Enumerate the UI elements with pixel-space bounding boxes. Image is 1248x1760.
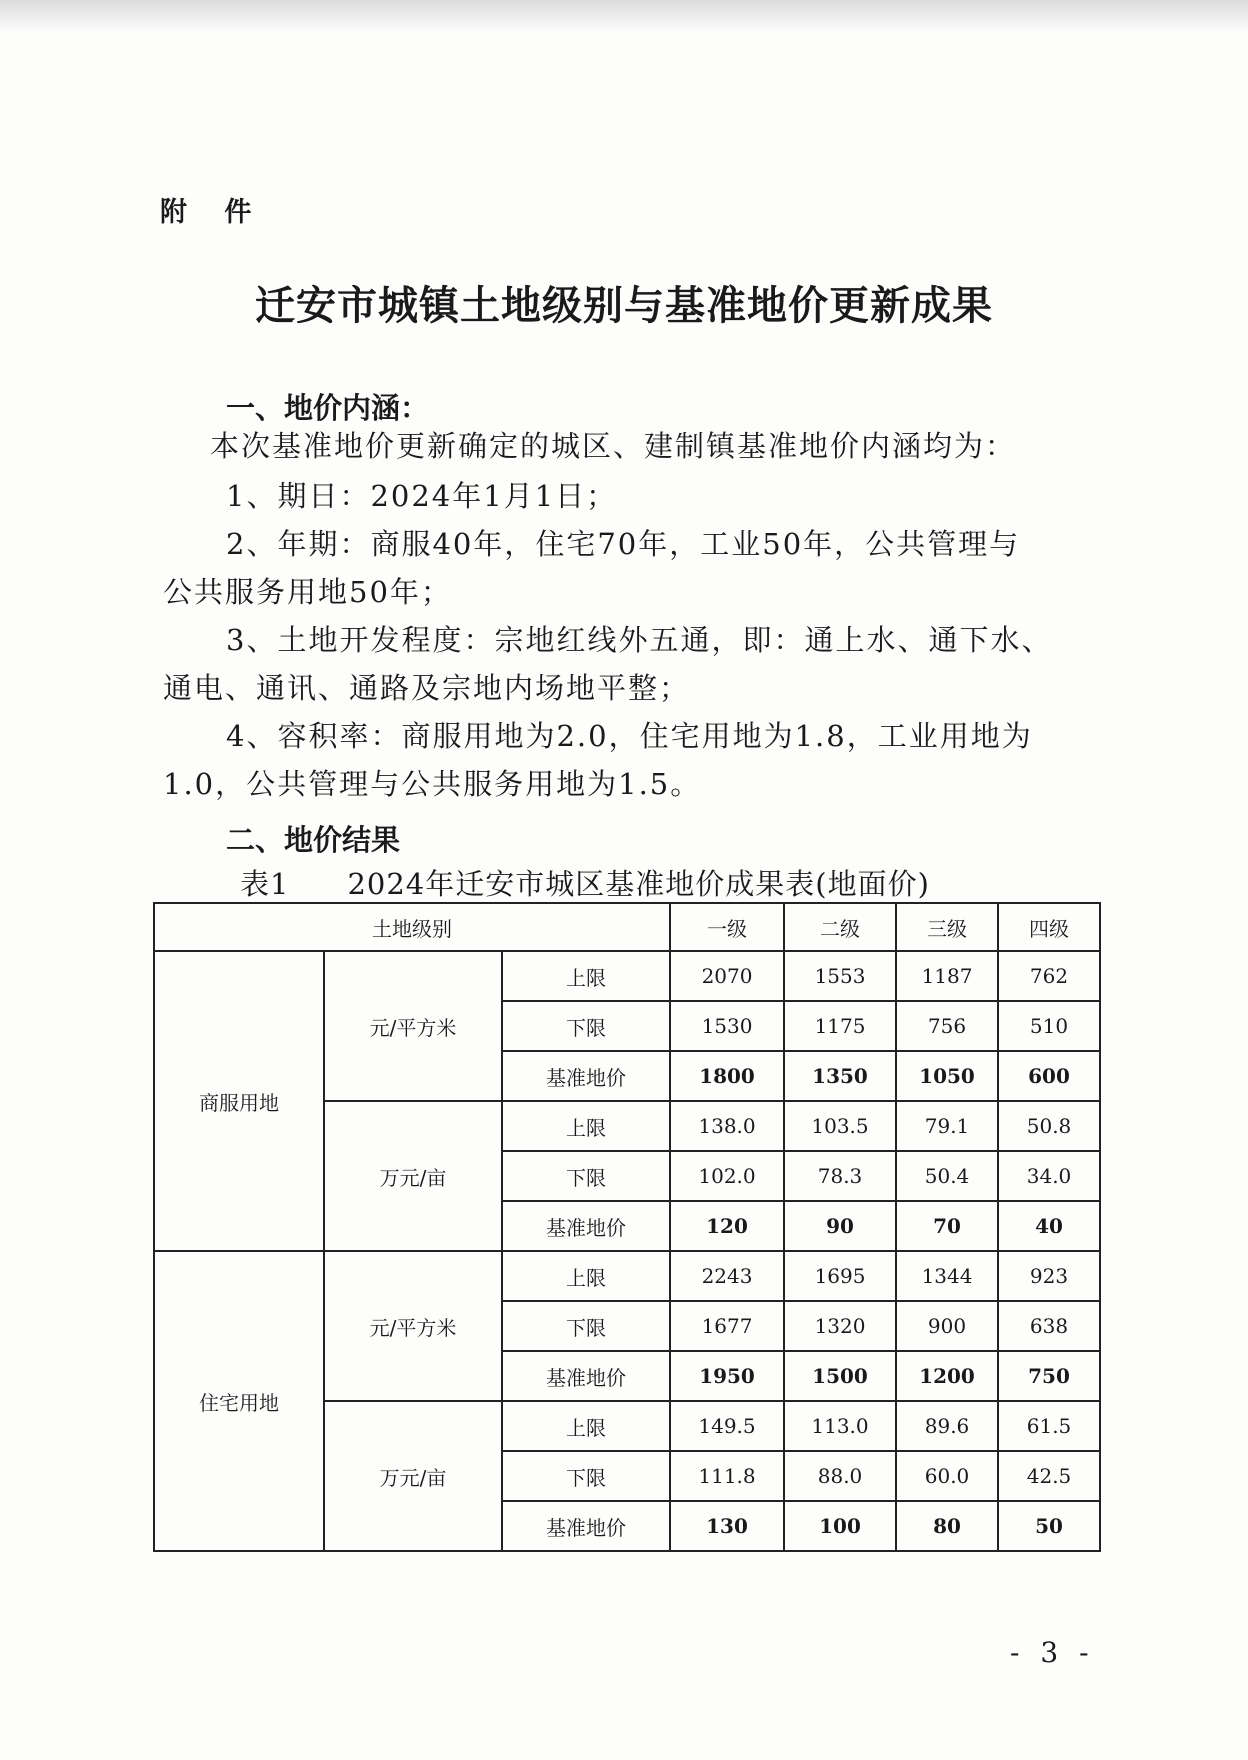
unit-label: 元/平方米: [324, 1251, 502, 1401]
table-row: [154, 951, 1100, 1001]
table-cell: 79.1: [896, 1101, 998, 1151]
unit-label: 元/平方米: [324, 951, 502, 1101]
table-cell: 120: [670, 1201, 784, 1251]
intro-paragraph: 本次基准地价更新确定的城区、建制镇基准地价内涵均为：: [210, 429, 1017, 463]
table-cell: 60.0: [896, 1451, 998, 1501]
section-heading-1: 一、地价内涵：: [226, 391, 430, 425]
table-cell: 900: [896, 1301, 998, 1351]
header-grade-3: 三级: [896, 903, 998, 951]
land-price-table: [153, 902, 1101, 1552]
table-cell: 1320: [784, 1301, 896, 1351]
table-row: [154, 1251, 1100, 1301]
table-number: 表1: [240, 867, 290, 901]
table-cell: 638: [998, 1301, 1100, 1351]
table-cell: 1350: [784, 1051, 896, 1101]
attachment-label: 附 件: [160, 197, 266, 228]
table-title: 2024年迁安市城区基准地价成果表(地面价): [347, 867, 930, 901]
row-label: 基准地价: [502, 1051, 670, 1101]
table-cell: 149.5: [670, 1401, 784, 1451]
table-cell: 70: [896, 1201, 998, 1251]
table-cell: 1677: [670, 1301, 784, 1351]
row-label: 上限: [502, 951, 670, 1001]
table-cell: 756: [896, 1001, 998, 1051]
table-cell: 50.4: [896, 1151, 998, 1201]
table-cell: 1500: [784, 1351, 896, 1401]
table-cell: 762: [998, 951, 1100, 1001]
table-cell: 111.8: [670, 1451, 784, 1501]
header-grade-4: 四级: [998, 903, 1100, 951]
table-cell: 40: [998, 1201, 1100, 1251]
unit-label: 万元/亩: [324, 1401, 502, 1551]
table-cell: 1050: [896, 1051, 998, 1101]
table-cell: 1187: [896, 951, 998, 1001]
table-cell: 50: [998, 1501, 1100, 1551]
header-grade-2: 二级: [784, 903, 896, 951]
item-1-date: 1、期日：2024年1月1日；: [226, 479, 618, 513]
table-cell: 750: [998, 1351, 1100, 1401]
table-cell: 1950: [670, 1351, 784, 1401]
row-label: 上限: [502, 1101, 670, 1151]
table-cell: 89.6: [896, 1401, 998, 1451]
document-title: 迁安市城镇土地级别与基准地价更新成果: [255, 283, 993, 329]
row-label: 上限: [502, 1401, 670, 1451]
row-label: 基准地价: [502, 1201, 670, 1251]
table-cell: 1175: [784, 1001, 896, 1051]
row-label: 基准地价: [502, 1501, 670, 1551]
item-2-term-line1: 2、年期：商服40年，住宅70年，工业50年，公共管理与: [226, 527, 1021, 561]
table-cell: 2243: [670, 1251, 784, 1301]
item-3-development-line2: 通电、通讯、通路及宗地内场地平整；: [163, 671, 691, 705]
table-cell: 130: [670, 1501, 784, 1551]
table-cell: 88.0: [784, 1451, 896, 1501]
section-heading-2: 二、地价结果: [226, 823, 401, 857]
land-use-label: 住宅用地: [154, 1251, 324, 1551]
table-cell: 138.0: [670, 1101, 784, 1151]
table-cell: 78.3: [784, 1151, 896, 1201]
table-cell: 102.0: [670, 1151, 784, 1201]
unit-label: 万元/亩: [324, 1101, 502, 1251]
item-3-development-line1: 3、土地开发程度：宗地红线外五通，即：通上水、通下水、: [226, 623, 1053, 657]
row-label: 下限: [502, 1151, 670, 1201]
item-2-term-line2: 公共服务用地50年；: [163, 575, 452, 609]
table-cell: 1800: [670, 1051, 784, 1101]
table-cell: 34.0: [998, 1151, 1100, 1201]
table-cell: 61.5: [998, 1401, 1100, 1451]
table-cell: 1344: [896, 1251, 998, 1301]
table-caption: [240, 862, 930, 903]
table-cell: 600: [998, 1051, 1100, 1101]
table-cell: 510: [998, 1001, 1100, 1051]
table-cell: 113.0: [784, 1401, 896, 1451]
table-cell: 50.8: [998, 1101, 1100, 1151]
land-use-label: 商服用地: [154, 951, 324, 1251]
table-cell: 2070: [670, 951, 784, 1001]
scan-edge-shading: [0, 0, 1248, 32]
row-label: 基准地价: [502, 1351, 670, 1401]
row-label: 上限: [502, 1251, 670, 1301]
item-4-plot-ratio-line1: 4、容积率：商服用地为2.0，住宅用地为1.8，工业用地为: [226, 719, 1033, 753]
table-cell: 1553: [784, 951, 896, 1001]
table-cell: 1695: [784, 1251, 896, 1301]
table-cell: 103.5: [784, 1101, 896, 1151]
table-cell: 100: [784, 1501, 896, 1551]
table-cell: 80: [896, 1501, 998, 1551]
row-label: 下限: [502, 1451, 670, 1501]
table-cell: 90: [784, 1201, 896, 1251]
header-land-grade: 土地级别: [154, 903, 670, 951]
table-cell: 42.5: [998, 1451, 1100, 1501]
row-label: 下限: [502, 1001, 670, 1051]
table-cell: 923: [998, 1251, 1100, 1301]
page-number: - 3 -: [1010, 1636, 1095, 1669]
table-cell: 1200: [896, 1351, 998, 1401]
row-label: 下限: [502, 1301, 670, 1351]
table-header-row: [154, 903, 1100, 951]
item-4-plot-ratio-line2: 1.0，公共管理与公共服务用地为1.5。: [163, 767, 702, 801]
table-cell: 1530: [670, 1001, 784, 1051]
header-grade-1: 一级: [670, 903, 784, 951]
